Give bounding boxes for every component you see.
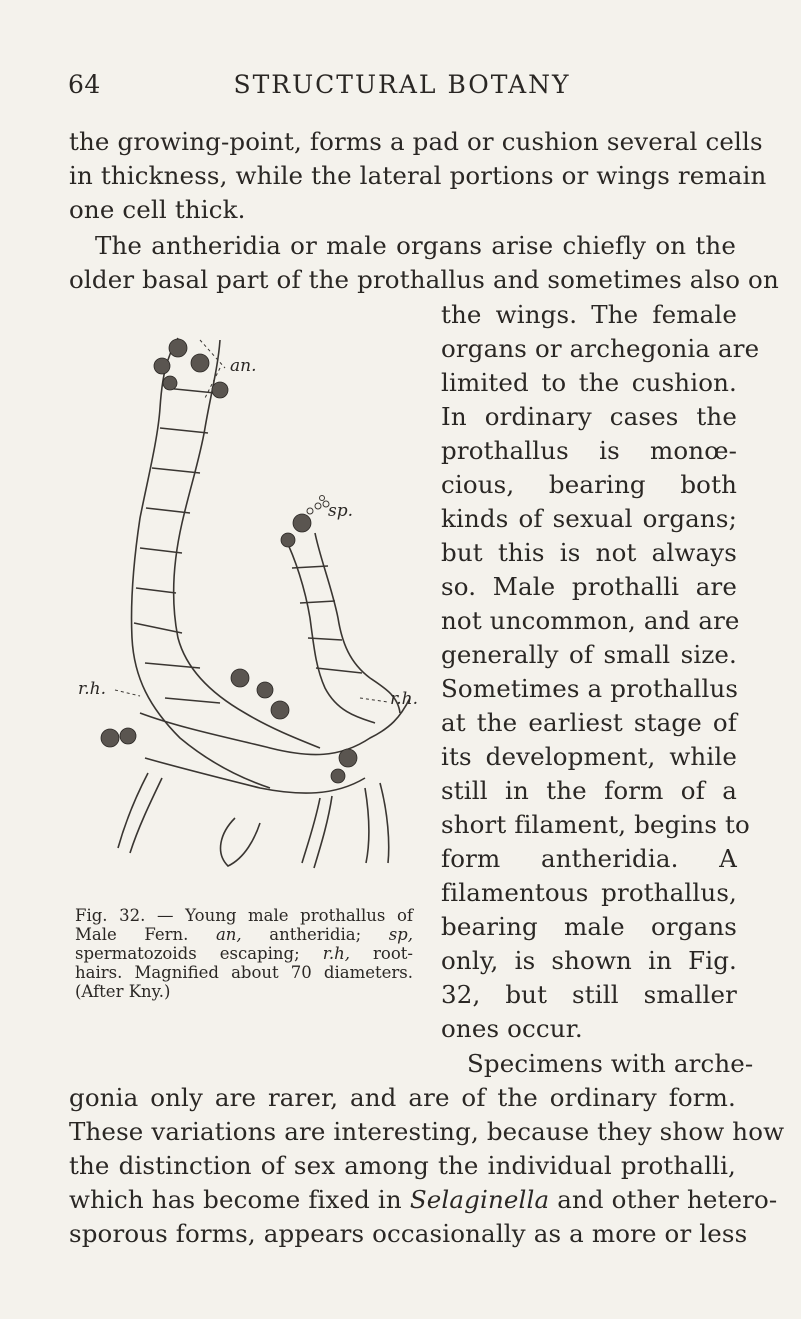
text-line: bearing male organs xyxy=(441,912,737,941)
branch-outline xyxy=(315,533,400,713)
text-line: the growing-point, forms a pad or cushion several cells xyxy=(69,127,763,156)
text-line: at the earliest stage of xyxy=(441,708,737,737)
spermatozoid xyxy=(307,508,313,514)
root-hair xyxy=(302,796,332,868)
antheridium xyxy=(331,769,345,783)
text-line: generally of small size. xyxy=(441,640,737,669)
caption-text: Male Fern. xyxy=(75,925,189,944)
spermatozoid xyxy=(315,503,321,509)
root-hair xyxy=(365,783,389,863)
antheridium xyxy=(163,376,177,390)
antheridium xyxy=(212,382,228,398)
text-line: but this is not always xyxy=(441,538,737,567)
caption-abbr: sp, xyxy=(388,925,413,944)
text-line: Sometimes a prothallus xyxy=(441,674,739,703)
caption-text: antheridia; xyxy=(269,925,362,944)
text-line: limited to the cushion. xyxy=(441,368,737,397)
antheridium xyxy=(120,728,136,744)
page-number: 64 xyxy=(68,70,101,99)
antheridium xyxy=(281,533,295,547)
antheridium xyxy=(154,358,170,374)
spermatozoid xyxy=(320,496,325,501)
text-line: the wings. The female xyxy=(441,300,737,329)
antheridium xyxy=(191,354,209,372)
prothallus-figure xyxy=(70,318,430,903)
text-line: kinds of sexual organs; xyxy=(441,504,737,533)
caption-line: hairs. Magnified about 70 diameters. xyxy=(75,963,413,982)
antheridium xyxy=(231,669,249,687)
caption-line xyxy=(75,944,413,963)
text-line: only, is shown in Fig. xyxy=(441,946,737,975)
lobe-outline xyxy=(221,818,260,866)
caption-abbr: r.h, xyxy=(322,944,350,963)
caption-text: root- xyxy=(373,944,414,963)
figure-caption xyxy=(75,906,413,1001)
text-line: one cell thick. xyxy=(69,195,246,224)
page-header xyxy=(68,70,736,104)
text-line: the distinction of sex among the individual prothalli, xyxy=(69,1151,736,1180)
text-line: prothallus is monœ- xyxy=(441,436,737,465)
text-line: 32, but still smaller xyxy=(441,980,737,1009)
antheridium xyxy=(293,514,311,532)
prothallus-drawing xyxy=(70,318,430,903)
label-rh-left: r.h. xyxy=(78,679,107,699)
text-line: still in the form of a xyxy=(441,776,737,805)
text-span: which has become fixed in xyxy=(69,1185,402,1214)
text-line: sporous forms, appears occasionally as a more or less xyxy=(69,1219,748,1248)
root-hair xyxy=(118,773,162,853)
label-an: an. xyxy=(230,356,257,376)
antheridium xyxy=(339,749,357,767)
text-line: The antheridia or male organs arise chiefly on the xyxy=(95,231,736,260)
leader-line xyxy=(115,690,140,696)
caption-abbr: an, xyxy=(215,925,242,944)
running-title: STRUCTURAL BOTANY xyxy=(233,70,571,99)
text-line: not uncommon, and are xyxy=(441,606,740,635)
text-line: Specimens with arche- xyxy=(467,1049,754,1078)
text-line: organs or archegonia are xyxy=(441,334,760,363)
caption-text: spermatozoids escaping; xyxy=(75,944,300,963)
text-line: cious, bearing both xyxy=(441,470,737,499)
text-line: These variations are interesting, because they show how xyxy=(69,1117,785,1146)
text-line: in thickness, while the lateral portions or wings remain xyxy=(69,161,767,190)
text-line: form antheridia. A xyxy=(441,844,737,873)
filament-outline xyxy=(174,340,320,748)
text-span: and other hetero- xyxy=(557,1185,778,1214)
caption-line: (After Kny.) xyxy=(75,982,171,1001)
text-line xyxy=(69,1183,778,1217)
text-line: its development, while xyxy=(441,742,737,771)
antheridium xyxy=(271,701,289,719)
leader-line xyxy=(360,698,388,702)
label-rh-right: r.h. xyxy=(390,689,419,709)
text-line: ones occur. xyxy=(441,1014,583,1043)
antheridium xyxy=(101,729,119,747)
text-line: filamentous prothallus, xyxy=(441,878,737,907)
antheridium xyxy=(169,339,187,357)
caption-line: Fig. 32. — Young male prothallus of xyxy=(75,906,413,925)
label-sp: sp. xyxy=(328,501,354,521)
text-line: gonia only are rarer, and are of the ordinary form. xyxy=(69,1083,736,1112)
antheridium xyxy=(257,682,273,698)
italic-genus: Selaginella xyxy=(409,1185,550,1214)
text-line: older basal part of the prothallus and sometimes also on xyxy=(69,265,779,294)
caption-line xyxy=(75,925,413,944)
branch-outline xyxy=(285,538,375,723)
text-line: so. Male prothalli are xyxy=(441,572,737,601)
text-line: short filament, begins to xyxy=(441,810,750,839)
filament-outline xyxy=(131,338,270,788)
text-line: In ordinary cases the xyxy=(441,402,737,431)
